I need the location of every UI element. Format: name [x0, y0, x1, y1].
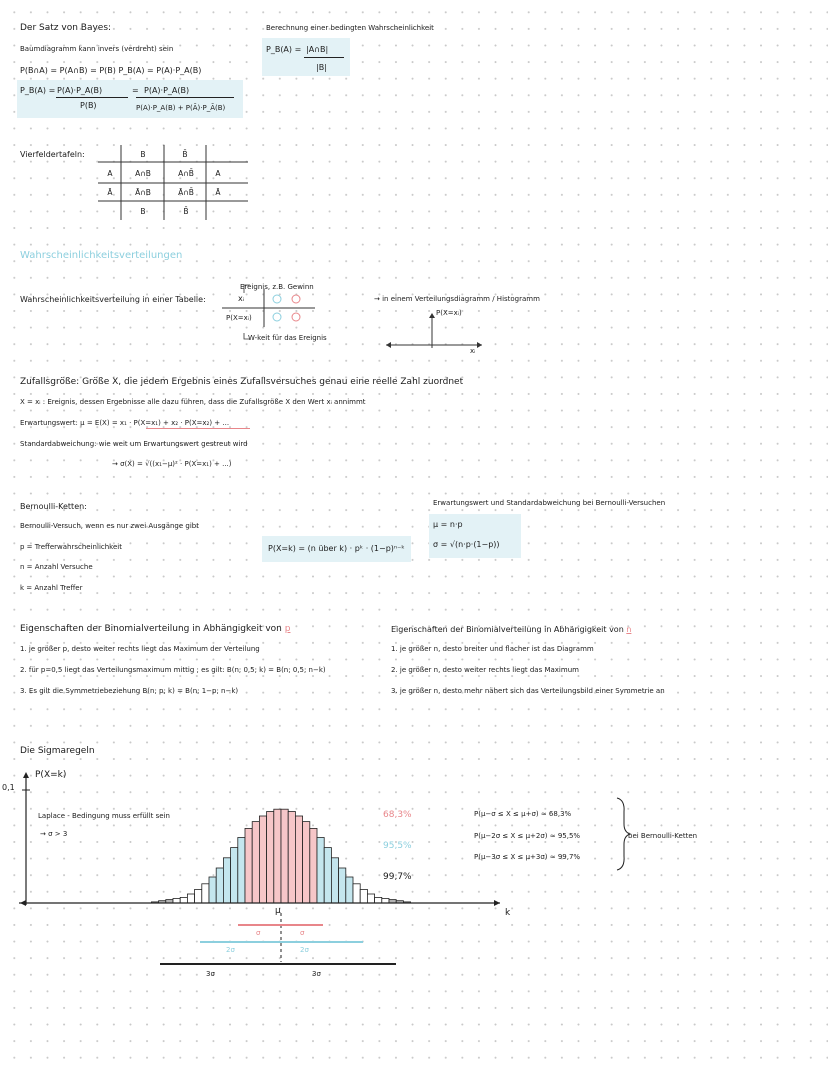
sigma-rule-3: P(μ−3σ ≤ X ≤ μ+3σ) ≈ 99,7% — [474, 853, 581, 861]
histogram-axis-y: P(X=xᵢ) — [436, 309, 462, 317]
bernoulli-n: n = Anzahl Versuche — [20, 563, 93, 571]
pct-three-sigma: 99,7% — [383, 872, 412, 882]
p-row-label: P(X=xᵢ) — [226, 314, 252, 322]
conditional-numerator: |A∩B| — [306, 45, 329, 54]
sigma-3-left: 3σ — [206, 970, 215, 978]
four-field-label: Vierfeldertafeln: — [20, 150, 85, 159]
bayes-fraction-bar-2 — [136, 97, 234, 98]
four-field-header-b: B — [140, 150, 146, 159]
histogram-bar — [231, 848, 238, 903]
histogram-bar — [353, 884, 360, 903]
random-variable-definition: Zufallsgröße: Größe X, die jedem Ergebnis eines Zufallsversuches genau eine reelle Zahl zuordnet — [20, 377, 464, 387]
bayes-tree-note: Baumdiagramm kann invers (verdreht) sein — [20, 45, 174, 53]
props-p-title-text: Eigenschaften der Binomialverteilung in Abhängigkeit von — [20, 624, 282, 634]
histogram-bar — [360, 889, 367, 903]
histogram-bar — [295, 816, 302, 903]
conditional-denominator: |B| — [316, 63, 327, 72]
sigma-chart-x-label: k — [505, 908, 511, 918]
bernoulli-title: Bernoulli-Ketten: — [20, 502, 87, 511]
pct-two-sigma-text: 95,5% — [383, 841, 412, 851]
histogram-bar — [288, 812, 295, 904]
histogram-bar — [259, 816, 266, 903]
histogram-bar — [403, 902, 410, 903]
four-field-cell: Ā∩B̄ — [178, 188, 194, 197]
sigma-2-left: 2σ — [226, 946, 235, 954]
four-field-header-b-bar: B̄ — [182, 150, 188, 159]
four-field-cell: B̄ — [183, 207, 189, 216]
diagram-note: → in einem Verteilungsdiagramm / Histogramm — [374, 295, 540, 303]
bayes-equals: = — [132, 86, 139, 95]
sigma-bars — [151, 809, 410, 903]
histogram-bar — [209, 877, 216, 903]
pct-one-sigma-text: 68,3% — [383, 810, 412, 820]
conditional-title: Berechnung einer bedingten Wahrscheinlichkeit — [266, 24, 434, 32]
x-axis-arrow-left — [20, 900, 26, 906]
prob-note: W-keit für das Ereignis — [248, 334, 327, 342]
four-field-row-head: A — [107, 169, 113, 178]
histogram-bar — [195, 889, 202, 903]
bernoulli-mu: μ = n·p — [433, 520, 463, 529]
bernoulli-sigma: σ = √(n·p·(1−p)) — [433, 540, 500, 549]
histogram-bar — [331, 858, 338, 903]
rules-note: bei Bernoulli-Ketten — [628, 832, 698, 840]
distribution-table-label: Wahrscheinlichkeitsverteilung in einer Tabelle: — [20, 295, 206, 304]
expected-value-underline — [146, 428, 250, 429]
x-axis-arrow-right — [494, 900, 500, 906]
mu-label: μ — [275, 906, 281, 916]
histogram-bar — [238, 838, 245, 904]
expected-value: Erwartungswert: μ = E(X) = x₁ · P(X=x₁) + x₂ · P(X=x₂) + ... — [20, 419, 230, 427]
props-n-item: 2. je größer n, desto weiter rechts liegt das Maximum — [391, 666, 579, 674]
histogram-bar — [245, 828, 252, 903]
bayes-numerator-2: P(A)·P_A(B) — [144, 86, 190, 95]
histogram-bar — [166, 900, 173, 903]
bernoulli-definition: Bernoulli-Versuch, wenn es nur zwei Ausgänge gibt — [20, 522, 199, 530]
y-axis-arrow — [23, 772, 29, 778]
props-p-title-var: p — [284, 624, 291, 634]
four-field-cell: Ā∩B — [135, 188, 151, 197]
bayes-multiplication-rule: P(B∩A) = P(A∩B) = P(B) P_B(A) = P(A)·P_A(B) — [20, 66, 202, 75]
conditional-lhs: P_B(A) = — [266, 45, 302, 54]
sigma-1-left: σ — [256, 929, 261, 937]
histogram-bar — [274, 809, 281, 903]
four-field-cell: A∩B — [135, 169, 151, 178]
bayes-denominator-1: P(B) — [80, 101, 97, 110]
bernoulli-p: p = Trefferwahrscheinlichkeit — [20, 543, 122, 551]
histogram-bar — [346, 877, 353, 903]
histogram-axis-x: xᵢ — [470, 347, 476, 355]
four-field-row-head: Ā — [107, 188, 113, 197]
histogram-bar — [317, 838, 324, 904]
bayes-fraction-bar-1 — [56, 97, 128, 98]
four-field-cell: A∩B̄ — [178, 169, 194, 178]
histogram-bar — [303, 822, 310, 903]
four-field-cell: A — [215, 169, 221, 178]
distributions-section-title: Wahrscheinlichkeitsverteilungen — [20, 250, 183, 261]
histogram-bar — [180, 897, 187, 903]
sigma-rules-title: Die Sigmaregeln — [20, 746, 95, 756]
props-n-item: 3. je größer n, desto mehr nähert sich das Verteilungsbild einer Symmetrie an — [391, 687, 665, 695]
histogram-bar — [389, 900, 396, 903]
event-note: Ereignis, z.B. Gewinn — [240, 283, 314, 291]
histogram-bar — [159, 901, 166, 903]
histogram-bar — [267, 812, 274, 904]
sigma-2-right: 2σ — [300, 946, 309, 954]
props-n-title — [391, 625, 631, 635]
histogram-bar — [367, 894, 374, 903]
histogram-bar — [151, 902, 158, 903]
histogram-bar — [252, 822, 259, 903]
histogram-bar — [375, 897, 382, 903]
histogram-bar — [382, 899, 389, 904]
pct-one-sigma — [383, 810, 412, 821]
sigma-chart-y-tick: 0,1 — [2, 783, 15, 792]
props-p-item: 2. für p=0,5 liegt das Verteilungsmaximum mittig ; es gilt: B(n; 0,5; k) = B(n; 0,5; n−k) — [20, 666, 326, 674]
sigma-rule-2: P(μ−2σ ≤ X ≤ μ+2σ) ≈ 95,5% — [474, 832, 581, 840]
props-p-item: 3. Es gilt die Symmetriebeziehung B(n; p; k) = B(n; 1−p; n−k) — [20, 687, 239, 695]
sigma-rule-1: P(μ−σ ≤ X ≤ μ+σ) ≈ 68,3% — [474, 810, 572, 818]
props-p-item: 1. je größer p, desto weiter rechts liegt das Maximum der Verteilung — [20, 645, 260, 653]
sigma-chart-y-label: P(X=k) — [35, 770, 67, 780]
laplace-note: Laplace - Bedingung muss erfüllt sein — [38, 812, 170, 820]
std-formula: → σ(X) = √((x₁−μ)² · P(X=x₁) + ...) — [112, 460, 232, 468]
props-n-title-var: n — [626, 625, 632, 634]
bernoulli-formula: P(X=k) = (n über k) · pᵏ · (1−p)ⁿ⁻ᵏ — [262, 536, 411, 562]
std-label: Standardabweichung: wie weit um Erwartungswert gestreut wird — [20, 440, 248, 448]
random-variable-event: X = xᵢ : Ereignis, dessen Ergebnisse alle dazu führen, dass die Zufallsgröße X den Wert xᵢ annimmt — [20, 398, 366, 406]
bayes-title: Der Satz von Bayes: — [20, 23, 112, 33]
bayes-numerator-1: P(A)·P_A(B) — [57, 86, 103, 95]
histogram-bar — [202, 884, 209, 903]
bernoulli-k: k = Anzahl Treffer — [20, 584, 83, 592]
histogram-bar — [339, 868, 346, 903]
histogram-bar — [396, 901, 403, 903]
histogram-bar — [223, 858, 230, 903]
histogram-bar — [310, 828, 317, 903]
props-n-title-text: Eigenschaften der Binomialverteilung in Abhängigkeit von — [391, 625, 624, 634]
sigma-1-right: σ — [300, 929, 305, 937]
histogram-bar — [173, 899, 180, 904]
bayes-formula-lhs: P_B(A) = — [20, 86, 56, 95]
histogram-bar — [324, 848, 331, 903]
four-field-cell: B — [140, 207, 146, 216]
bayes-denominator-2: P(A)·P_A(B) + P(Ā)·P_Ā(B) — [136, 104, 226, 112]
xi-label: xᵢ — [238, 294, 245, 303]
histogram-bar — [281, 809, 288, 903]
bernoulli-ev-title: Erwartungswert und Standardabweichung bei Bernoulli-Versuchen — [433, 499, 666, 507]
props-p-title — [20, 624, 290, 635]
sigma-3-right: 3σ — [312, 970, 321, 978]
histogram-bar — [216, 868, 223, 903]
props-n-item: 1. je größer n, desto breiter und flacher ist das Diagramm — [391, 645, 594, 653]
four-field-cell: Ā — [215, 188, 221, 197]
laplace-condition: → σ > 3 — [40, 830, 68, 838]
histogram-bar — [187, 894, 194, 903]
pct-two-sigma — [383, 841, 412, 852]
conditional-fraction-bar — [304, 57, 344, 58]
